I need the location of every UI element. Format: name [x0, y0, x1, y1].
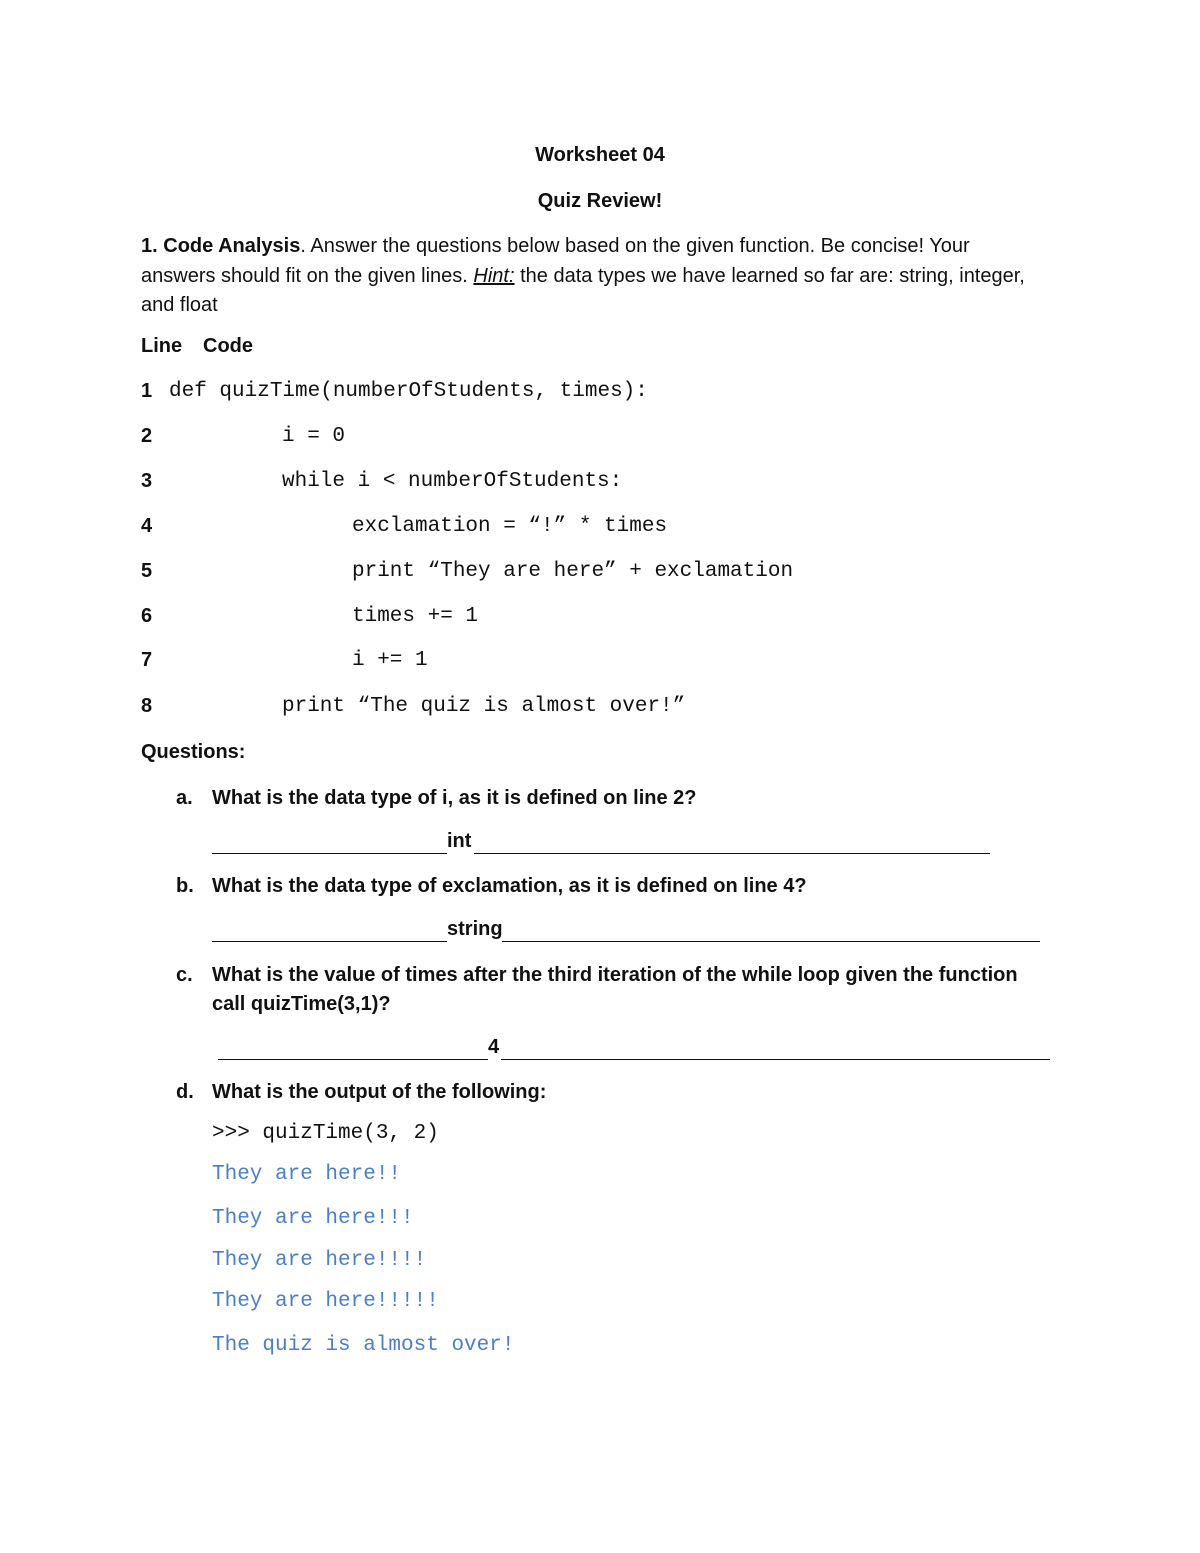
code-text: i += 1 [352, 649, 428, 672]
question-c [176, 961, 1056, 1019]
answer-blank-left [212, 941, 447, 942]
line-number: 8 [141, 695, 153, 717]
answer-blank-left [218, 1059, 488, 1060]
answer-value: int [447, 830, 472, 852]
section-heading: Code Analysis [163, 235, 301, 257]
question-letter: a. [176, 787, 193, 809]
question-text: What is the value of times after the third iteration of the while loop given the function call quizTime(3,1)? [212, 964, 1018, 1015]
question-d [176, 1078, 1056, 1107]
code-row [141, 425, 1041, 455]
question-a [176, 784, 1056, 813]
worksheet-title: Worksheet 04 [535, 144, 665, 166]
code-text: i = 0 [282, 425, 346, 448]
answer-a [212, 828, 990, 854]
question-letter: c. [176, 964, 193, 986]
python-prompt: >>> quizTime(3, 2) [212, 1122, 439, 1145]
section-number: 1. [141, 235, 158, 257]
answer-c [218, 1034, 1050, 1060]
output-line: They are here!! [212, 1163, 402, 1186]
code-column-header: Code [203, 335, 253, 357]
answer-value: 4 [488, 1036, 500, 1058]
answer-blank-left [212, 853, 447, 854]
line-number: 2 [141, 425, 153, 447]
line-number: 4 [141, 515, 153, 537]
line-number: 6 [141, 605, 153, 627]
code-row [141, 470, 1041, 500]
code-row [141, 649, 1041, 679]
code-text: while i < numberOfStudents: [282, 470, 623, 493]
line-column-header: Line [141, 335, 183, 357]
code-row [141, 560, 1041, 590]
output-line: They are here!!!!! [212, 1290, 439, 1313]
question-letter: b. [176, 875, 194, 897]
line-number: 1 [141, 380, 153, 402]
line-number: 5 [141, 560, 153, 582]
answer-blank-right [501, 1059, 1050, 1060]
code-row [141, 380, 1041, 410]
answer-value: string [447, 918, 503, 940]
line-number: 7 [141, 649, 153, 671]
hint-text: the data types we have learned so far are: string, integer, and float [141, 264, 1025, 316]
answer-blank-right [474, 853, 990, 854]
code-row [141, 515, 1041, 545]
questions-heading: Questions: [141, 741, 246, 763]
code-text: print “They are here” + exclamation [352, 560, 794, 583]
code-text: exclamation = “!” * times [352, 515, 668, 538]
output-line: They are here!!! [212, 1207, 414, 1230]
worksheet-subtitle: Quiz Review! [537, 190, 663, 212]
line-number: 3 [141, 470, 153, 492]
code-text: def quizTime(numberOfStudents, times): [169, 380, 648, 403]
code-row [141, 695, 1041, 725]
code-text: times += 1 [352, 605, 479, 628]
question-b [176, 872, 1056, 901]
answer-b [212, 916, 1040, 942]
output-line: They are here!!!! [212, 1249, 427, 1272]
question-text: What is the output of the following: [212, 1081, 547, 1103]
instructions-text: . Answer the questions below based on the given function. Be concise! Your answers should fit on the given lines. [141, 235, 970, 287]
code-text: print “The quiz is almost over!” [282, 695, 686, 718]
hint-label: Hint: [473, 264, 515, 287]
answer-blank-right [502, 941, 1040, 942]
instructions-paragraph [141, 232, 1041, 321]
code-table-header [141, 335, 253, 358]
code-row [141, 605, 1041, 635]
question-text: What is the data type of i, as it is defined on line 2? [212, 787, 697, 809]
output-line: The quiz is almost over! [212, 1334, 515, 1357]
question-letter: d. [176, 1081, 194, 1103]
question-text: What is the data type of exclamation, as it is defined on line 4? [212, 875, 807, 897]
